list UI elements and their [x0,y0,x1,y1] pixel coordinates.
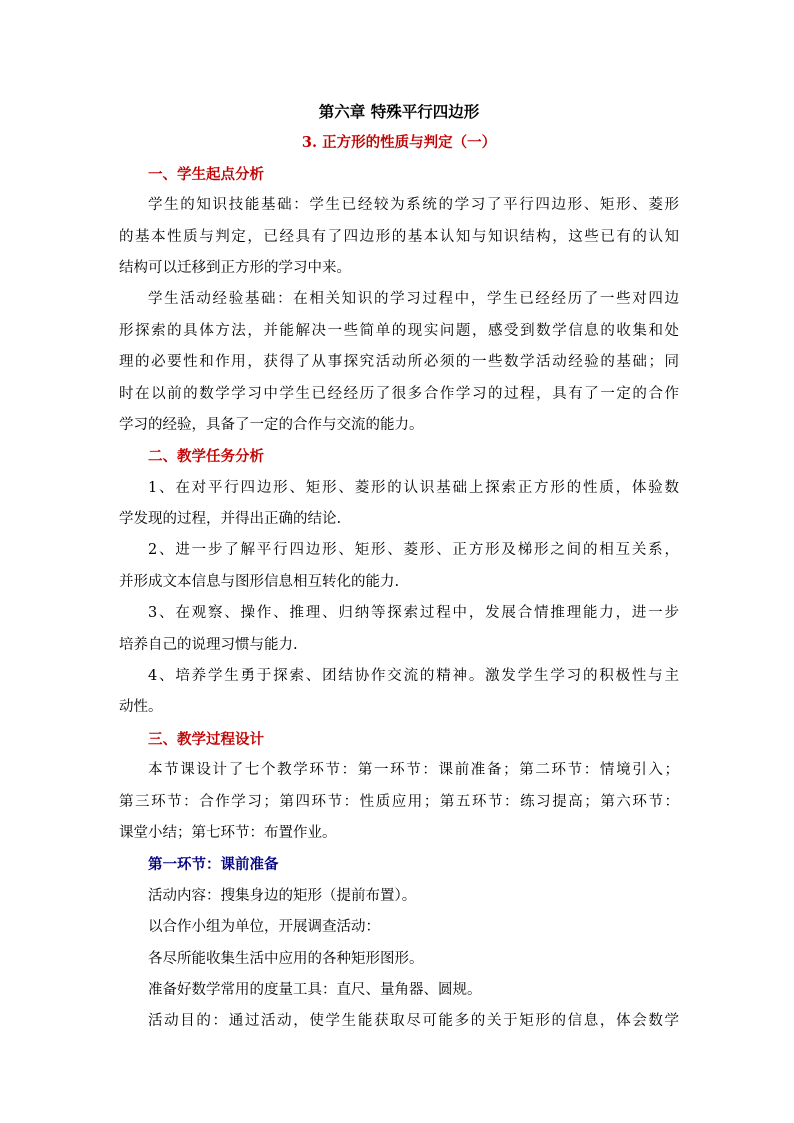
paragraph [119,661,679,724]
section-heading-1: 一、学生起点分析 [148,165,264,183]
paragraph-line: 学习的经验，具备了一定的合作与交流的能力。 [119,416,424,433]
paragraph-line: 并形成文本信息与图形信息相互转化的能力. [119,573,400,590]
section-heading-3: 三、教学过程设计 [148,730,264,748]
paragraph [119,284,679,441]
paragraph-line: 3、在观察、操作、推理、归纳等探索过程中，发展合情推理能力，进一步 [148,605,679,622]
paragraph [119,473,679,536]
paragraph-line: 学生的知识技能基础：学生已经较为系统的学习了平行四边形、矩形、菱形 [148,197,679,214]
section-title: 3. 正方形的性质与判定（一） [301,134,497,152]
paragraph-line: 2、进一步了解平行四边形、矩形、菱形、正方形及梯形之间的相互关系， [148,542,679,559]
section-heading-2: 二、教学任务分析 [148,448,264,466]
stage-heading: 第一环节：课前准备 [148,856,279,874]
paragraph-line: 结构可以迁移到正方形的学习中来。 [119,259,351,276]
stage-line: 活动内容：搜集身边的矩形（提前布置）。 [148,887,417,904]
paragraph-line: 4、培养学生勇于探索、团结协作交流的精神。激发学生学习的积极性与主 [148,668,679,685]
paragraph-line: 培养自己的说理习惯与能力. [119,636,298,653]
chapter-title: 第六章 特殊平行四边形 [318,102,480,121]
stage-line: 准备好数学常用的度量工具：直尺、量角器、圆规。 [148,981,482,998]
paragraph-line: 的基本性质与判定，已经具有了四边形的基本认知与知识结构，这些已有的认知 [119,228,679,245]
paragraph [119,755,679,849]
paragraph [119,535,679,598]
paragraph-line: 学生活动经验基础：在相关知识的学习过程中，学生已经经历了一些对四边 [148,291,679,308]
stage-line: 以合作小组为单位，开展调查活动： [148,919,380,936]
paragraph-line: 动性。 [119,699,163,716]
stage-line: 活动目的：通过活动，使学生能获取尽可能多的关于矩形的信息，体会数学 [148,1013,679,1030]
paragraph-line: 学发现的过程，并得出正确的结论. [119,511,342,528]
document-content [119,96,679,1038]
paragraph-line: 1、在对平行四边形、矩形、菱形的认识基础上探索正方形的性质，体验数 [148,479,679,496]
paragraph-line: 本节课设计了七个教学环节：第一环节：课前准备；第二环节：情境引入； [148,762,679,779]
paragraph [119,598,679,661]
paragraph-line: 课堂小结；第七环节：布置作业。 [119,824,337,841]
paragraph-line: 第三环节：合作学习；第四环节：性质应用；第五环节：练习提高；第六环节： [119,793,679,810]
paragraph [119,190,679,284]
paragraph-line: 时在以前的数学学习中学生已经经历了很多合作学习的过程，具有了一定的合作 [119,385,679,402]
paragraph-line: 理的必要性和作用，获得了从事探究活动所必须的一些数学活动经验的基础；同 [119,354,679,371]
paragraph-line: 形探索的具体方法，并能解决一些简单的现实问题，感受到数学信息的收集和处 [119,322,679,339]
stage-line: 各尽所能收集生活中应用的各种矩形图形。 [148,950,424,967]
